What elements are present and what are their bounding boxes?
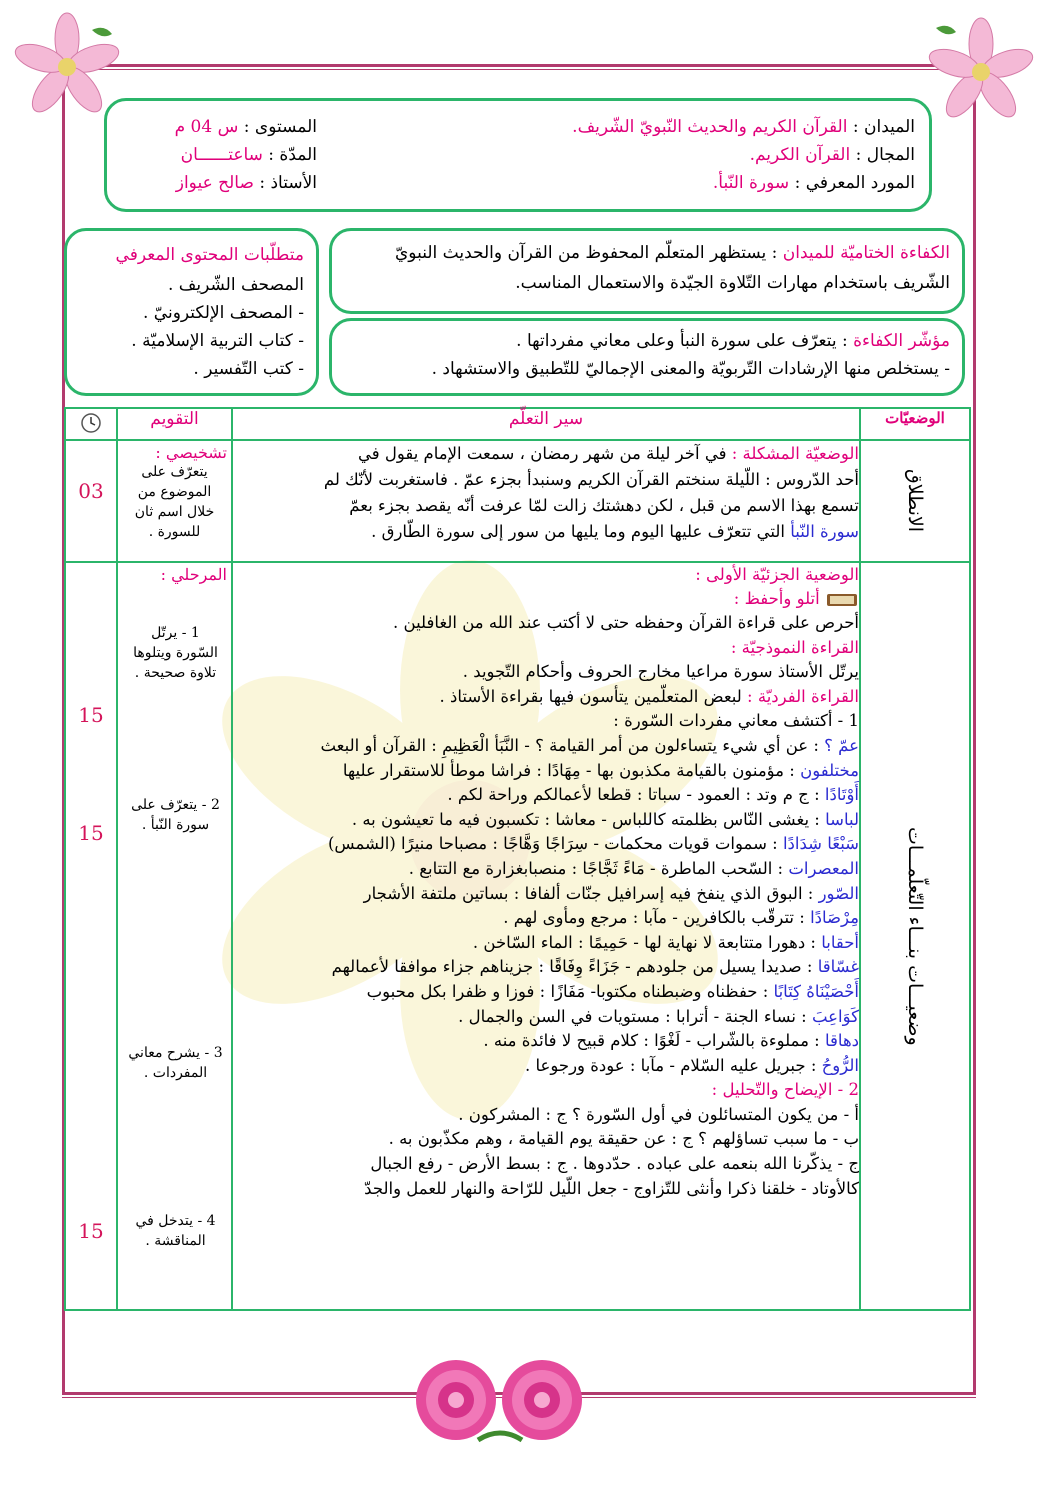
definition-line: دهاقا : مملوءة بالشّراب - لَغْوًا : كلام قبيح لا فائدة منه . <box>483 1031 859 1051</box>
flower-icon <box>926 14 1036 124</box>
definition-line: ج - يذكّرنا الله بنعمه على عباده . حدّدوها . ج : بسط الأرض - رفع الجبال <box>370 1154 859 1174</box>
flower-icon <box>12 12 122 122</box>
definition-line: القراءة الفرديّة : لبعض المتعلّمين يتأسون فيها بقراءة الأستاذ . <box>439 686 859 706</box>
col-evaluation: التقويم <box>117 408 232 440</box>
row-build: وضعيـــات بنـــاء التّعلّمـــات الوضعية الجزئيّة الأولى : أتلو وأحفظ : أحرص على قراءة القرآن وحفظه حتى لا أكتب عند الله من الغافلين . القراءة النموذجيّة : يرتّل الأستاذ سورة مراعيا مخارج الحروف وأحكام التّجويد . القراءة الفرديّة : لبعض المتعلّمين يتأسون فيها بقراءة الأستاذ . 1 - أكتشف معاني مفردات السّورة : عمّ ؟ : عن أي شيء يتساءلون من أمر القيامة ؟ - النَّبَأ الْعَظِيمِ : القرآن أو البعث مختلفون : مؤمنون بالقيامة مكذبون بها - مِهَادًا : فراشا موطأ للاستقرار عليها أَوْتَادًا : ج م وتد : العمود - سباتا : قطعا لأعمالكم وراحة لكم . لباسا : يغشى النّاس بظلمته كاللباس - معاشا : تكسبون فيه ما تعيشون به . سَبْعًا شِدَادًا : سموات قويات محكمات - سِرَاجًا وَهَّاجًا : مصباحا منيرًا (الشمس) المعصرات : السّحب الماطرة - مَاءً ثَجَّاجًا : منصبابغزارة مع التتابع . الصّور : البوق الذي ينفخ فيه إسرافيل جنّات ألفافا : بساتين ملتفة الأشجار مِرْصَادًا : تترقّب بالكافرين - مآبا : مرجع ومأوى لهم . أحقابا : دهورا متتابعة لا نهاية لها - حَمِيمًا : الماء السّاخن . غسّاقا : صديدا يسيل من جلودهم - جَزَاءً وِفَاقًا : جزيناهم جزاء موافقا لأعمالهم أَحْصَيْنَاهُ كِتَابًا : حفظناه وضبطناه مكتوبا- مَفَازًا : فوزا و ظفرا بكل محبوب كَوَاعِبَ : نساء الجنة - أترابا : مستويات في السن والجمال . دهاقا : مملوءة بالشّراب - لَغْوًا : كلام قبيح لا فائدة منه . الرُّوحُ : جبريل عليه السّلام - مآبا : عودة ورجوعا . 2 - الإيضاح والتّحليل : أ - من يكون المتسائلون في أول السّورة ؟ ج : المشركون . ب - ما سبب تساؤلهم ؟ ج : عن حقيقة يوم القيامة ، وهم مكذّبون به . ج - يذكّرنا الله بنعمه على عباده . حدّدوها . ج : بسط الأرض - رفع الجبال كالأوتاد - خلقنا ذكرا وأنثى للتّزاوج - جعل اللّيل للرّاحة والنهار للعمل والجدّ المرحلي : 1 - يرتّل السّورة ويتلوها تلاوة صحيحة . 2 - يتعرّف على سورة النّبأ . 3 - يشرح معاني المفردات . 4 - يتدخل في المناقشة . 15 15 15 <box>65 562 970 1310</box>
definition-line: الرُّوحُ : جبريل عليه السّلام - مآبا : عودة ورجوعا . <box>524 1055 859 1075</box>
definition-line: 2 - الإيضاح والتّحليل : <box>711 1080 859 1100</box>
level-line: المستوى : س 04 م <box>174 117 317 137</box>
indicator-box: مؤشّر الكفاءة : يتعرّف على سورة النبأ وعلى معاني مفرداتها . - يستخلص منها الإرشادات التّربويّة والمعنى الإجماليّ للتّطبيق والاستشهاد . <box>329 318 965 396</box>
definition-line: الصّور : البوق الذي ينفخ فيه إسرافيل جنّات ألفافا : بساتين ملتفة الأشجار <box>363 883 859 903</box>
definition-line: أَحْصَيْنَاهُ كِتَابًا : حفظناه وضبطناه مكتوبا- مَفَازًا : فوزا و ظفرا بكل محبوب <box>366 981 859 1001</box>
definition-line: أ - من يكون المتسائلون في أول السّورة ؟ ج : المشركون . <box>458 1104 859 1124</box>
clock-icon <box>80 412 102 434</box>
definition-line: كالأوتاد - خلقنا ذكرا وأنثى للتّزاوج - جعل اللّيل للرّاحة والنهار للعمل والجدّ <box>364 1178 859 1198</box>
definition-line: كَوَاعِبَ : نساء الجنة - أترابا : مستويات في السن والجمال . <box>458 1006 859 1026</box>
launch-label: الانطلاق <box>904 469 926 533</box>
resource-line: المورد المعرفي : سورة النّبأ. <box>712 173 915 193</box>
definition-line: ب - ما سبب تساؤلهم ؟ ج : عن حقيقة يوم القيامة ، وهم مكذّبون به . <box>388 1129 859 1149</box>
requirements-box: متطلّبات المحتوى المعرفي المصحف الشّريف . - المصحف الإلكترونيّ . - كتاب التربية الإسلاميّة . - كتب التّفسير . <box>64 228 319 396</box>
quran-icon <box>825 591 859 609</box>
build-label: وضعيـــات بنـــاء التّعلّمـــات <box>904 826 926 1046</box>
duration-line: المدّة : ساعتــــــان <box>180 145 317 165</box>
definition-line: مِرْصَادًا : تترقّب بالكافرين - مآبا : مرجع ومأوى لهم . <box>503 908 859 928</box>
definition-line: 1 - أكتشف معاني مفردات السّورة : <box>613 711 859 731</box>
col-time <box>65 408 117 440</box>
definition-line: القراءة النموذجيّة : <box>730 637 859 657</box>
definition-line: سَبْعًا شِدَادًا : سموات قويات محكمات - سِرَاجًا وَهَّاجًا : مصباحا منيرًا (الشمس) <box>327 834 859 854</box>
definition-line: يرتّل الأستاذ سورة مراعيا مخارج الحروف وأحكام التّجويد . <box>462 662 859 682</box>
header-box <box>104 98 932 212</box>
col-progress: سير التعلّم <box>232 408 860 440</box>
definition-line: أحرص على قراءة القرآن وحفظه حتى لا أكتب عند الله من الغافلين . <box>393 613 859 632</box>
teacher-line: الأستاذ : صالح عيواز <box>175 173 317 193</box>
definition-line: المعصرات : السّحب الماطرة - مَاءً ثَجَّاجًا : منصبابغزارة مع التتابع . <box>408 858 859 878</box>
definition-line: أحقابا : دهورا متتابعة لا نهاية لها - حَمِيمًا : الماء السّاخن . <box>472 932 859 952</box>
lesson-table <box>64 407 971 1311</box>
field-line: الميدان : القرآن الكريم والحديث النّبويّ الشّريف. <box>572 117 915 137</box>
competency-box: الكفاءة الختاميّة للميدان : يستظهر المتعلّم المحفوظ من القرآن والحديث النبويّ الشّريف باستخدام مهارات التّلاوة الجيّدة والاستعمال المناسب. <box>329 228 965 314</box>
row-launch: الانطلاق الوضعيّة المشكلة : في آخر ليلة من شهر رمضان ، سمعت الإمام يقول في أحد الدّروس : اللّيلة سنختم القرآن الكريم وسنبدأ بجزء عمّ . فاستغربت لأنّك لم تسمع بهذا الاسم من قبل ، لكن دهشتك زالت لمّا عرفت أنّه يقصد بجزء بعمّ سورة النّبأ التي تتعرّف عليها اليوم وما يليها من سور إلى سورة الطّارق . تشخيصي : يتعرّف على الموضوع من خلال اسم ثان للسورة . 03 <box>65 440 970 562</box>
domain-line: المجال : القرآن الكريم. <box>749 145 915 165</box>
build-lines <box>233 611 859 1201</box>
col-situations: الوضعيّات <box>860 408 970 440</box>
definition-line: مختلفون : مؤمنون بالقيامة مكذبون بها - مِهَادًا : فراشا موطأ للاستقرار عليها <box>342 760 859 780</box>
definition-line: غسّاقا : صديدا يسيل من جلودهم - جَزَاءً وِفَاقًا : جزيناهم جزاء موافقا لأعمالهم <box>331 957 859 977</box>
definition-line: لباسا : يغشى النّاس بظلمته كاللباس - معاشا : تكسبون فيه ما تعيشون به . <box>351 809 859 829</box>
definition-line: عمّ ؟ : عن أي شيء يتساءلون من أمر القيامة ؟ - النَّبَأ الْعَظِيمِ : القرآن أو البعث <box>320 735 859 755</box>
definition-line: أَوْتَادًا : ج م وتد : العمود - سباتا : قطعا لأعمالكم وراحة لكم . <box>447 785 859 805</box>
rose-icon <box>408 1352 592 1452</box>
